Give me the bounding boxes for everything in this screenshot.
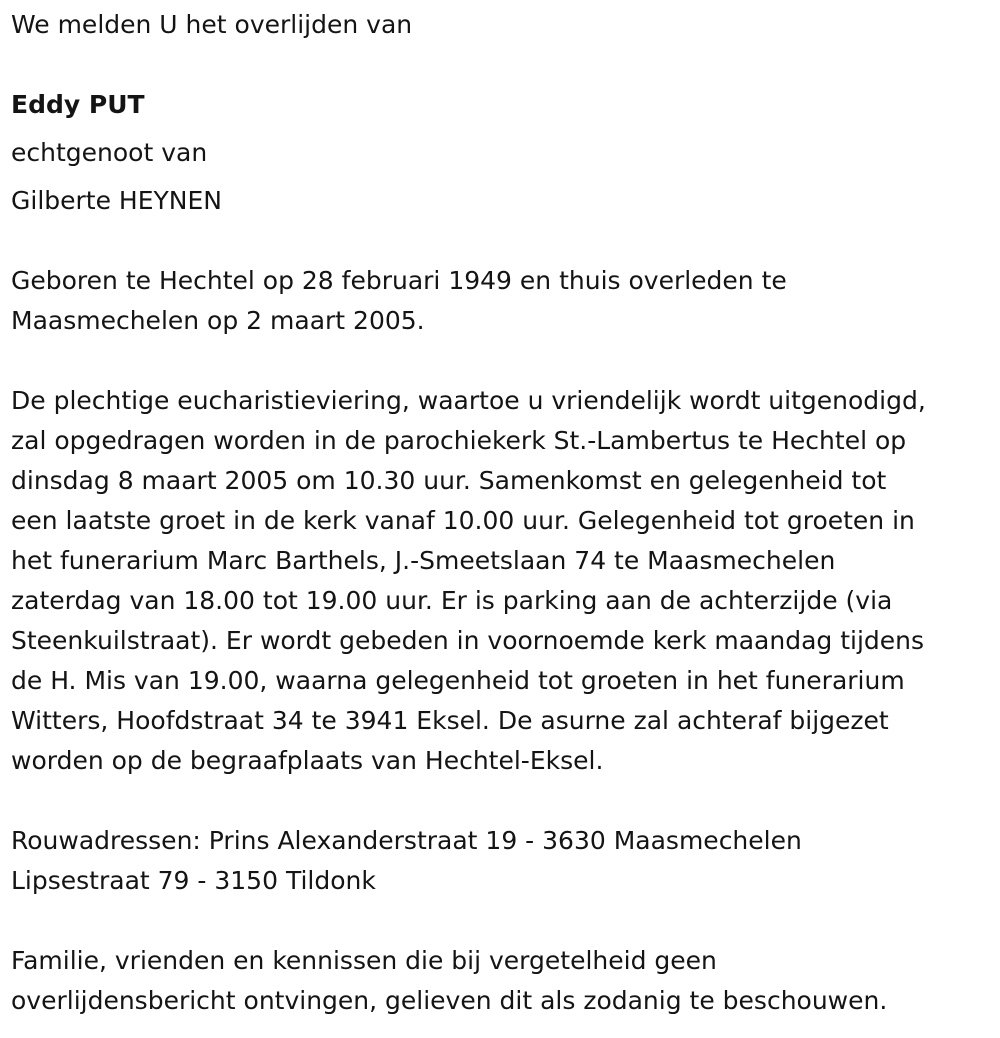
birth-death-line: Maasmechelen op 2 maart 2005. [11,306,425,335]
ceremony-line: het funerarium Marc Barthels, J.-Smeetslaan 74 te Maasmechelen [11,546,836,575]
address-line: Rouwadressen: Prins Alexanderstraat 19 - 3630 Maasmechelen [11,826,802,855]
ceremony-line: zaterdag van 18.00 tot 19.00 uur. Er is parking aan de achterzijde (via [11,586,893,615]
ceremony-line: zal opgedragen worden in de parochiekerk St.-Lambertus te Hechtel op [11,426,907,455]
closing-line: overlijdensbericht ontvingen, gelieven dit als zodanig te beschouwen. [11,986,888,1015]
spouse-name: Gilberte HEYNEN [11,186,222,215]
ceremony-line: dinsdag 8 maart 2005 om 10.30 uur. Samenkomst en gelegenheid tot [11,466,887,495]
ceremony-line: een laatste groet in de kerk vanaf 10.00 uur. Gelegenheid tot groeten in [11,506,915,535]
birth-death-line: Geboren te Hechtel op 28 februari 1949 en thuis overleden te [11,266,787,295]
deceased-name: Eddy PUT [11,90,145,119]
ceremony-line: Witters, Hoofdstraat 34 te 3941 Eksel. De asurne zal achteraf bijgezet [11,706,889,735]
ceremony-line: De plechtige eucharistieviering, waartoe u vriendelijk wordt uitgenodigd, [11,386,926,415]
ceremony-line: Steenkuilstraat). Er wordt gebeden in voornoemde kerk maandag tijdens [11,626,925,655]
ceremony-line: worden op de begraafplaats van Hechtel-Eksel. [11,746,604,775]
address-line: Lipsestraat 79 - 3150 Tildonk [11,866,376,895]
intro-line: We melden U het overlijden van [11,10,413,39]
ceremony-line: de H. Mis van 19.00, waarna gelegenheid tot groeten in het funerarium [11,666,905,695]
relation-line: echtgenoot van [11,138,208,167]
closing-line: Familie, vrienden en kennissen die bij vergetelheid geen [11,946,717,975]
